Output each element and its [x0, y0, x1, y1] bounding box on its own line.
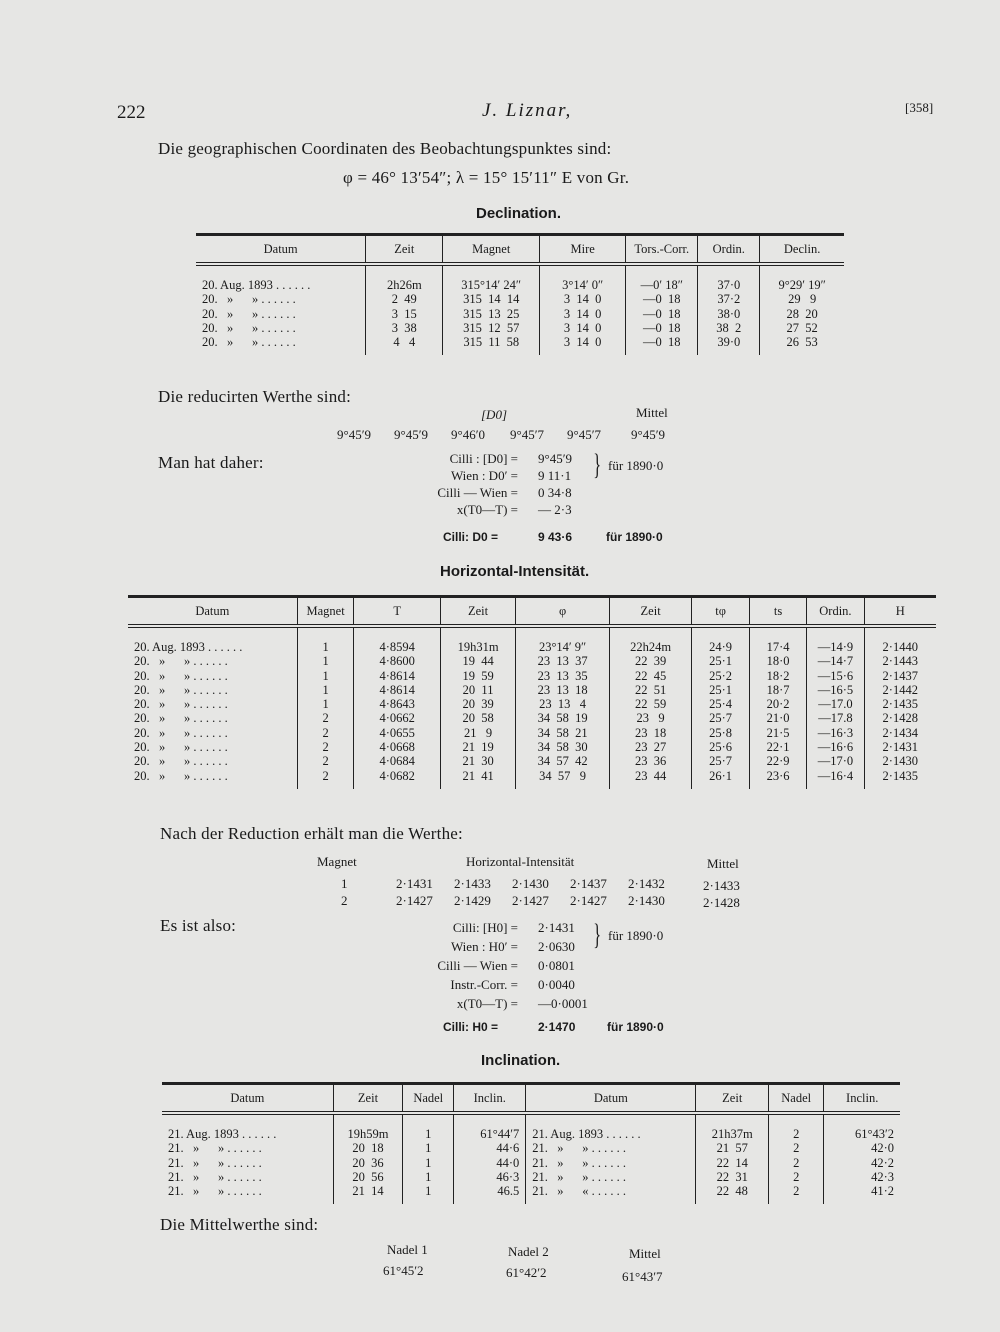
table-cell: 23 36 [609, 754, 691, 768]
calc-label: x(T0—T) = [456, 502, 518, 517]
table-cell: 20. » » . . . . . . [134, 682, 228, 697]
table-cell: 21. » « . . . . . . [526, 1184, 696, 1204]
table-row [196, 292, 844, 306]
table-cell: 22 39 [609, 654, 691, 668]
table-cell: 4·0682 [354, 769, 440, 789]
table-cell: 19h31m [440, 626, 516, 654]
table-cell: 2 [297, 769, 354, 789]
reduced-value: 9°46′0 [451, 427, 486, 442]
table-cell: 2 [769, 1170, 824, 1184]
table-cell: 23 27 [609, 740, 691, 754]
table-cell: 20. » » . . . . . . [134, 740, 228, 755]
column-header: Zeit [609, 597, 691, 627]
nadel1-label: Nadel 1 [387, 1242, 428, 1257]
table-cell: 39·0 [698, 335, 760, 355]
table-cell: 2·1435 [864, 697, 936, 711]
table-cell: 1 [297, 683, 354, 697]
column-header: H [864, 597, 936, 627]
table-row [128, 626, 936, 654]
table-cell: 23 13 18 [516, 683, 610, 697]
table-cell: 4·8614 [354, 683, 440, 697]
table-cell: 21 30 [440, 754, 516, 768]
mittelwerthe-label: Die Mittelwerthe sind: [160, 1215, 319, 1234]
table-cell: 22 45 [609, 669, 691, 683]
table-cell: 1 [297, 669, 354, 683]
calc-label: Instr.-Corr. = [450, 977, 518, 992]
table-row [128, 754, 936, 768]
table-cell: 25·7 [692, 754, 750, 768]
table-cell: 2·1431 [864, 740, 936, 754]
table-cell: 2 [297, 740, 354, 754]
table-cell: 23·6 [749, 769, 807, 789]
table-cell: 20. » » . . . . . . [134, 725, 228, 740]
red-hi-header: Horizontal-Intensität [466, 854, 575, 869]
table-cell: 29 9 [760, 292, 844, 306]
red-value: 2·1432 [628, 876, 665, 891]
table-cell: 2 [769, 1141, 824, 1155]
declination-table [196, 233, 844, 355]
calc-label: Cilli — Wien = [437, 958, 518, 973]
d0-header: [D0] [481, 407, 508, 422]
table-cell: 37·2 [698, 292, 760, 306]
table-cell: 44·6 [454, 1141, 526, 1155]
table-cell: 2·1440 [864, 626, 936, 654]
table-cell: 21 19 [440, 740, 516, 754]
table-cell: —0 18 [626, 335, 698, 355]
table-cell: 17·4 [749, 626, 807, 654]
column-header: φ [516, 597, 610, 627]
column-header: Datum [196, 235, 366, 265]
column-header: Datum [162, 1084, 333, 1114]
table-cell: 18·7 [749, 683, 807, 697]
column-header: Zeit [333, 1084, 403, 1114]
table-cell: 21 14 [333, 1184, 403, 1204]
table-cell: 20 58 [440, 711, 516, 725]
reduced-value: 9°45′7 [567, 427, 602, 442]
man-hat-daher: Man hat daher: [158, 453, 264, 472]
red-value: 2·1437 [570, 876, 607, 891]
table-cell: 44·0 [454, 1156, 526, 1170]
column-header: ts [749, 597, 807, 627]
table-cell: 21 57 [696, 1141, 769, 1155]
table-cell: —17·0 [807, 754, 864, 768]
column-header: tφ [692, 597, 750, 627]
red-value: 2·1433 [454, 876, 491, 891]
table-cell: 21. » » . . . . . . [526, 1170, 696, 1184]
table-cell: 2·1435 [864, 769, 936, 789]
table-cell: 2·1437 [864, 669, 936, 683]
table-cell: 26 53 [760, 335, 844, 355]
table-cell: 25·6 [692, 740, 750, 754]
table-cell: 3 14 0 [540, 321, 626, 335]
red-value: 2·1427 [512, 893, 549, 908]
mittel-header: Mittel [636, 405, 668, 420]
table-cell: 4·8643 [354, 697, 440, 711]
table-cell: 23 44 [609, 769, 691, 789]
inclination-title: Inclination. [481, 1052, 561, 1069]
table-row [128, 769, 936, 789]
table-cell: 27 52 [760, 321, 844, 335]
column-header: Zeit [366, 235, 443, 265]
table-cell: —14·9 [807, 626, 864, 654]
table-cell: 2·1434 [864, 726, 936, 740]
table-cell: —16·6 [807, 740, 864, 754]
intro-text: Die geographischen Coordinaten des Beobachtungspunktes sind: [158, 139, 612, 158]
column-header: Nadel [403, 1084, 454, 1114]
table-cell: 2 [297, 754, 354, 768]
table-cell: 37·0 [698, 264, 760, 292]
table-cell: 22·1 [749, 740, 807, 754]
decl-final-label: Cilli: D0 = [443, 530, 499, 544]
table-cell: 22h24m [609, 626, 691, 654]
table-cell: 46.5 [454, 1184, 526, 1204]
table-cell: 41·2 [824, 1184, 900, 1204]
table-cell: 315 12 57 [443, 321, 540, 335]
es-ist-also: Es ist also: [160, 916, 237, 935]
calc-label: Cilli : [D0] = [449, 451, 518, 466]
table-cell: 23°14′ 9″ [516, 626, 610, 654]
table-cell: 20. » » . . . . . . [134, 697, 228, 712]
table-cell: 18·2 [749, 669, 807, 683]
reduced-value: 9°45′9 [394, 427, 429, 442]
table-cell: 20·2 [749, 697, 807, 711]
table-cell: 61°44′7 [454, 1113, 526, 1141]
bracket-page-number: [358] [905, 100, 934, 115]
red-mittel: 2·1428 [703, 895, 740, 910]
column-header: Magnet [297, 597, 354, 627]
table-cell: 3 15 [366, 307, 443, 321]
table-cell: 19 44 [440, 654, 516, 668]
table-cell: 21. » » . . . . . . [168, 1141, 262, 1156]
table-cell: 1 [297, 626, 354, 654]
table-cell: 3 14 0 [540, 307, 626, 321]
table-cell: 38·0 [698, 307, 760, 321]
hor-final-fuer: für 1890·0 [607, 1020, 664, 1034]
table-cell: 23 13 37 [516, 654, 610, 668]
column-header: Inclin. [454, 1084, 526, 1114]
table-cell: 1 [403, 1141, 454, 1155]
brace: } [593, 918, 602, 951]
table-cell: 46·3 [454, 1170, 526, 1184]
table-cell: 1 [297, 697, 354, 711]
column-header: Declin. [760, 235, 844, 265]
table-cell: 22 51 [609, 683, 691, 697]
table-cell: 4·0662 [354, 711, 440, 725]
reduced-value: 9°45′7 [510, 427, 545, 442]
table-cell: 2·1443 [864, 654, 936, 668]
nadel2-value: 61°42′2 [506, 1265, 547, 1280]
table-cell: 4·8614 [354, 669, 440, 683]
calc-label: Cilli — Wien = [437, 485, 518, 500]
table-cell: 21. » » . . . . . . [168, 1184, 262, 1199]
table-cell: 22 48 [696, 1184, 769, 1204]
column-header: Datum [526, 1084, 696, 1114]
red-magnet: 2 [341, 893, 348, 908]
column-header: Inclin. [824, 1084, 900, 1114]
calc-value: 0·0801 [538, 958, 575, 973]
table-cell: 9°29′ 19″ [760, 264, 844, 292]
table-cell: 23 9 [609, 711, 691, 725]
table-cell: 18·0 [749, 654, 807, 668]
calc-label: Cilli: [H0] = [452, 920, 518, 935]
column-header: Magnet [443, 235, 540, 265]
table-cell: 20 11 [440, 683, 516, 697]
column-header: Mire [540, 235, 626, 265]
hor-fuer: für 1890·0 [608, 928, 664, 943]
table-cell: 61°43′2 [824, 1113, 900, 1141]
table-cell: 23 18 [609, 726, 691, 740]
table-cell: 42·2 [824, 1156, 900, 1170]
calc-value: 0 34·8 [538, 485, 572, 500]
table-cell: 2 [769, 1113, 824, 1141]
hor-final-value: 2·1470 [538, 1020, 576, 1034]
table-cell: 3 14 0 [540, 292, 626, 306]
table-row [128, 711, 936, 725]
table-cell: 28 20 [760, 307, 844, 321]
reduction-label: Nach der Reduction erhält man die Werthe: [160, 824, 463, 843]
table-cell: —16·3 [807, 726, 864, 740]
table-cell: 24·9 [692, 626, 750, 654]
nadel2-label: Nadel 2 [508, 1244, 549, 1259]
table-cell: 25·8 [692, 726, 750, 740]
table-cell: 21. Aug. 1893 . . . . . . [526, 1113, 696, 1141]
table-row [162, 1156, 900, 1170]
brace: } [593, 448, 602, 481]
table-cell: 22 59 [609, 697, 691, 711]
red-magnet-header: Magnet [317, 854, 357, 869]
table-cell: 25·4 [692, 697, 750, 711]
red-value: 2·1430 [512, 876, 549, 891]
table-cell: 315 14 14 [443, 292, 540, 306]
table-cell: 20 36 [333, 1156, 403, 1170]
table-cell: —15·6 [807, 669, 864, 683]
table-cell: 22 14 [696, 1156, 769, 1170]
table-cell: 20. » » . . . . . . [134, 711, 228, 726]
column-header: Tors.-Corr. [626, 235, 698, 265]
table-cell: 1 [403, 1184, 454, 1204]
table-row [128, 654, 936, 668]
horizontal-title: Horizontal-Intensität. [440, 563, 590, 580]
table-cell: 25·2 [692, 669, 750, 683]
table-cell: 3°14′ 0″ [540, 264, 626, 292]
table-cell: 3 14 0 [540, 335, 626, 355]
coordinates: φ = 46° 13′54″; λ = 15° 15′11″ E von Gr. [343, 168, 630, 187]
table-cell: 23 13 4 [516, 697, 610, 711]
table-cell: 20. » » . . . . . . [134, 754, 228, 769]
red-value: 2·1427 [396, 893, 433, 908]
table-row [196, 321, 844, 335]
calc-label: Wien : H0′ = [450, 939, 518, 954]
table-cell: 22·9 [749, 754, 807, 768]
table-row [162, 1113, 900, 1141]
table-row [128, 740, 936, 754]
table-row [162, 1141, 900, 1155]
mittel-value: 61°43′7 [622, 1269, 663, 1284]
table-cell: 42·3 [824, 1170, 900, 1184]
red-value: 2·1430 [628, 893, 665, 908]
table-cell: 2 [297, 711, 354, 725]
table-cell: —16·5 [807, 683, 864, 697]
table-cell: —14·7 [807, 654, 864, 668]
reduced-mittel: 9°45′9 [631, 427, 666, 442]
declination-title: Declination. [476, 205, 562, 222]
table-cell: 315°14′ 24″ [443, 264, 540, 292]
red-magnet: 1 [341, 876, 348, 891]
table-row [162, 1170, 900, 1184]
table-cell: 25·1 [692, 683, 750, 697]
table-cell: 22 31 [696, 1170, 769, 1184]
table-cell: 1 [297, 654, 354, 668]
table-cell: 21 41 [440, 769, 516, 789]
table-cell: 19 59 [440, 669, 516, 683]
table-cell: 2·1442 [864, 683, 936, 697]
table-cell: 4·8600 [354, 654, 440, 668]
table-cell: 20. » » . . . . . . [202, 335, 296, 350]
red-mittel-header: Mittel [707, 856, 739, 871]
table-cell: 20. » » . . . . . . [134, 654, 228, 669]
table-cell: 4 4 [366, 335, 443, 355]
table-cell: 20. Aug. 1893 . . . . . . [134, 640, 243, 654]
table-cell: 34 58 30 [516, 740, 610, 754]
table-cell: 2·1428 [864, 711, 936, 725]
table-row [128, 726, 936, 740]
horizontal-table [128, 595, 936, 789]
column-header: Zeit [696, 1084, 769, 1114]
table-cell: 2 [769, 1156, 824, 1170]
table-cell: —17.0 [807, 697, 864, 711]
red-value: 2·1427 [570, 893, 607, 908]
table-cell: 2h26m [366, 264, 443, 292]
table-cell: 315 13 25 [443, 307, 540, 321]
table-cell: 34 58 19 [516, 711, 610, 725]
table-cell: 2 [297, 726, 354, 740]
column-header: Zeit [440, 597, 516, 627]
table-cell: 21·0 [749, 711, 807, 725]
table-cell: 20. Aug. 1893 . . . . . . [202, 278, 311, 292]
table-cell: 2·1430 [864, 754, 936, 768]
table-row [196, 335, 844, 355]
calc-value: 2·1431 [538, 920, 575, 935]
table-cell: —0 18 [626, 307, 698, 321]
table-cell: 20. » » . . . . . . [202, 320, 296, 335]
table-cell: —16·4 [807, 769, 864, 789]
decl-final-value: 9 43·6 [538, 530, 573, 544]
table-cell: 21. » » . . . . . . [168, 1155, 262, 1170]
table-cell: 20. » » . . . . . . [202, 292, 296, 307]
nadel1-value: 61°45′2 [383, 1263, 424, 1278]
table-cell: 20 39 [440, 697, 516, 711]
table-cell: 21 9 [440, 726, 516, 740]
calc-label: Wien : D0′ = [450, 468, 518, 483]
table-cell: 4·0668 [354, 740, 440, 754]
table-row [128, 669, 936, 683]
table-cell: 20. » » . . . . . . [134, 668, 228, 683]
mittel-label: Mittel [629, 1246, 661, 1261]
column-header: Ordin. [807, 597, 864, 627]
table-cell: 20 56 [333, 1170, 403, 1184]
calc-value: 9 11·1 [538, 468, 572, 483]
calc-value: 2·0630 [538, 939, 575, 954]
calc-value: 0·0040 [538, 977, 575, 992]
red-mittel: 2·1433 [703, 878, 740, 893]
table-cell: —0 18 [626, 292, 698, 306]
table-cell: 34 58 21 [516, 726, 610, 740]
table-cell: 23 13 35 [516, 669, 610, 683]
table-cell: 1 [403, 1113, 454, 1141]
column-header: T [354, 597, 440, 627]
table-row [128, 683, 936, 697]
table-cell: 315 11 58 [443, 335, 540, 355]
calc-label: x(T0—T) = [456, 996, 518, 1011]
column-header: Nadel [769, 1084, 824, 1114]
table-cell: —0 18 [626, 321, 698, 335]
table-cell: 25·1 [692, 654, 750, 668]
table-cell: 20. » » . . . . . . [134, 768, 228, 783]
table-cell: —17.8 [807, 711, 864, 725]
table-cell: 34 57 42 [516, 754, 610, 768]
red-value: 2·1431 [396, 876, 433, 891]
inclination-table [162, 1082, 900, 1204]
page-number: 222 [117, 102, 146, 123]
calc-value: —0·0001 [538, 996, 588, 1011]
calc-value: 9°45′9 [538, 451, 573, 466]
table-row [196, 264, 844, 292]
table-cell: 20 18 [333, 1141, 403, 1155]
table-cell: 2 [769, 1184, 824, 1204]
table-cell: 3 38 [366, 321, 443, 335]
table-cell: —0′ 18″ [626, 264, 698, 292]
decl-fuer: für 1890·0 [608, 458, 664, 473]
table-cell: 21. » » . . . . . . [526, 1156, 696, 1170]
decl-final-fuer: für 1890·0 [606, 530, 663, 544]
table-cell: 4·0655 [354, 726, 440, 740]
table-row [128, 697, 936, 711]
reduced-value: 9°45′9 [337, 427, 372, 442]
table-cell: 21h37m [696, 1113, 769, 1141]
table-cell: 42·0 [824, 1141, 900, 1155]
reduced-label: Die reducirten Werthe sind: [158, 387, 352, 406]
table-cell: 19h59m [333, 1113, 403, 1141]
table-cell: 26·1 [692, 769, 750, 789]
column-header: Ordin. [698, 235, 760, 265]
column-header: Datum [128, 597, 297, 627]
table-cell: 4·8594 [354, 626, 440, 654]
table-cell: 25·7 [692, 711, 750, 725]
author-heading: J. Liznar, [482, 100, 573, 121]
table-row [162, 1184, 900, 1204]
table-cell: 21. » » . . . . . . [168, 1169, 262, 1184]
red-value: 2·1429 [454, 893, 491, 908]
table-cell: 20. » » . . . . . . [202, 306, 296, 321]
table-cell: 34 57 9 [516, 769, 610, 789]
table-cell: 38 2 [698, 321, 760, 335]
table-cell: 21. » » . . . . . . [526, 1141, 696, 1155]
table-row [196, 307, 844, 321]
table-cell: 1 [403, 1170, 454, 1184]
table-cell: 4·0684 [354, 754, 440, 768]
table-cell: 1 [403, 1156, 454, 1170]
calc-value: — 2·3 [538, 502, 572, 517]
table-cell: 2 49 [366, 292, 443, 306]
hor-final-label: Cilli: H0 = [443, 1020, 499, 1034]
table-cell: 21·5 [749, 726, 807, 740]
table-cell: 21. Aug. 1893 . . . . . . [168, 1127, 277, 1141]
